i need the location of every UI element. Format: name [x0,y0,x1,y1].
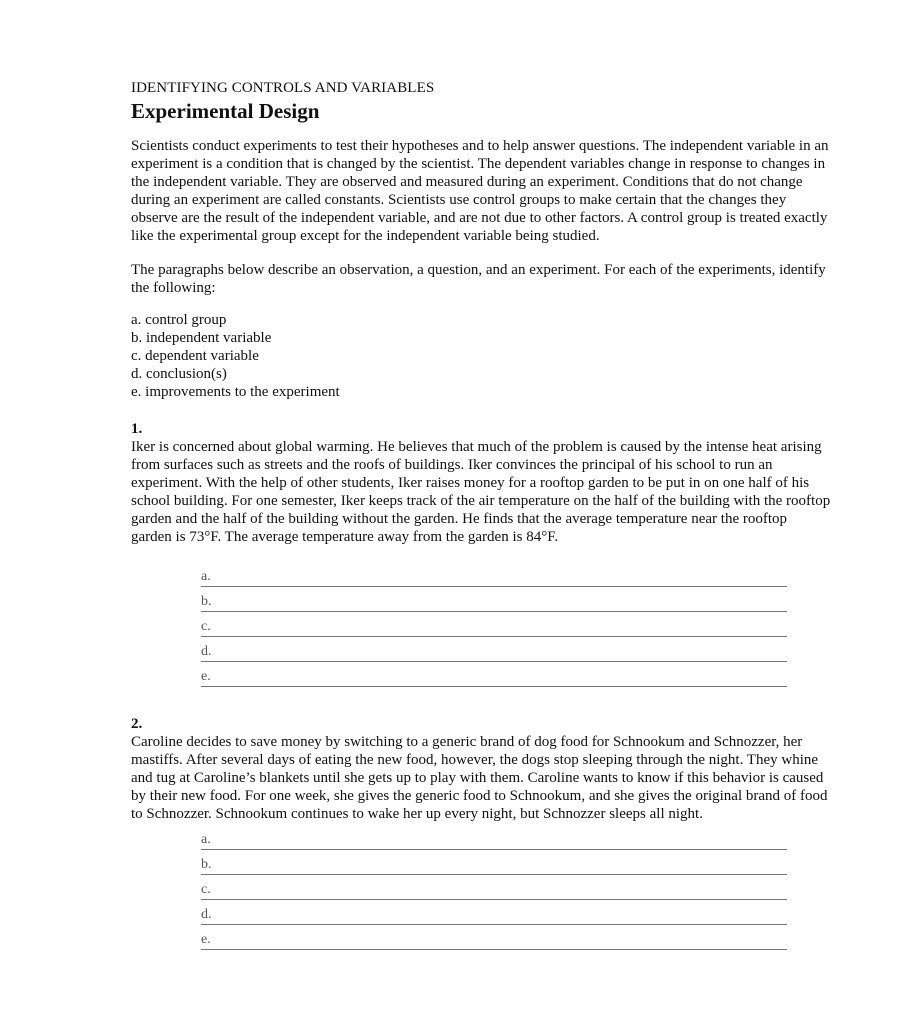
answer-lines [201,825,787,950]
answer-line-d[interactable] [201,900,787,925]
identify-list [131,311,831,401]
answer-label: b. [201,857,212,872]
list-item: b. independent variable [131,330,272,346]
list-item: e. improvements to the experiment [131,384,340,400]
answer-lines [201,562,787,687]
question-number: 2. [131,716,143,732]
question-text: Caroline decides to save money by switching to a generic brand of dog food for Schnookum and Schnozzer, her mastiffs. After several days of eating the new food, however, the dogs stop sleeping through the night. They whine and tug at Caroline’s blankets until she gets up to play with them. Caroline wants to know if this behavior is caused by their new food. For one week, she gives the generic food to Schnookum, and she gives the original brand of food to Schnozzer. Schnookum continues to wake her up every night, but Schnozzer sleeps all night. [131,734,828,822]
answer-label: c. [201,619,211,634]
answer-label: d. [201,644,212,659]
question-number: 1. [131,421,143,437]
answer-line-a[interactable] [201,562,787,587]
question-text: Iker is concerned about global warming. He believes that much of the problem is caused by the intense heat arising from surfaces such as streets and the roofs of buildings. Iker convinces the principal of his school to run an experiment. With the help of other students, Iker raises money for a rooftop garden to be put in on one half of his school building. For one semester, Iker keeps track of the air temperature on the half of the building with the rooftop garden and the half of the building without the garden. He finds that the average temperature near the rooftop garden is 73°F. The average temperature away from the garden is 84°F. [131,439,831,545]
answer-line-a[interactable] [201,825,787,850]
list-item: a. control group [131,312,227,328]
worksheet-page [131,78,831,950]
answer-line-c[interactable] [201,875,787,900]
answer-line-c[interactable] [201,612,787,637]
answer-label: b. [201,594,212,609]
answer-line-e[interactable] [201,925,787,950]
answer-label: a. [201,832,211,847]
list-item: d. conclusion(s) [131,366,227,382]
question-1 [131,420,831,687]
answer-line-d[interactable] [201,637,787,662]
answer-line-b[interactable] [201,587,787,612]
intro-paragraph: Scientists conduct experiments to test their hypotheses and to help answer questions. The independent variable in an experiment is a condition that is changed by the scientist. The dependent variables change in response to changes in the independent variable. They are observed and measured during an experiment. Conditions that do not change during an experiment are called constants. Scientists use control groups to make certain that the changes they observe are the result of the independent variable, and are not due to other factors. A control group is treated exactly like the experimental group except for the independent variable being studied. [131,138,829,244]
answer-label: e. [201,669,211,684]
answer-label: e. [201,932,211,947]
list-item: c. dependent variable [131,348,259,364]
answer-label: c. [201,882,211,897]
page-title: Experimental Design [131,99,320,123]
answer-label: a. [201,569,211,584]
answer-label: d. [201,907,212,922]
question-2 [131,715,831,950]
instructions-paragraph: The paragraphs below describe an observation, a question, and an experiment. For each of the experiments, identify the following: [131,262,826,296]
section-kicker: IDENTIFYING CONTROLS AND VARIABLES [131,80,435,96]
answer-line-e[interactable] [201,662,787,687]
answer-line-b[interactable] [201,850,787,875]
